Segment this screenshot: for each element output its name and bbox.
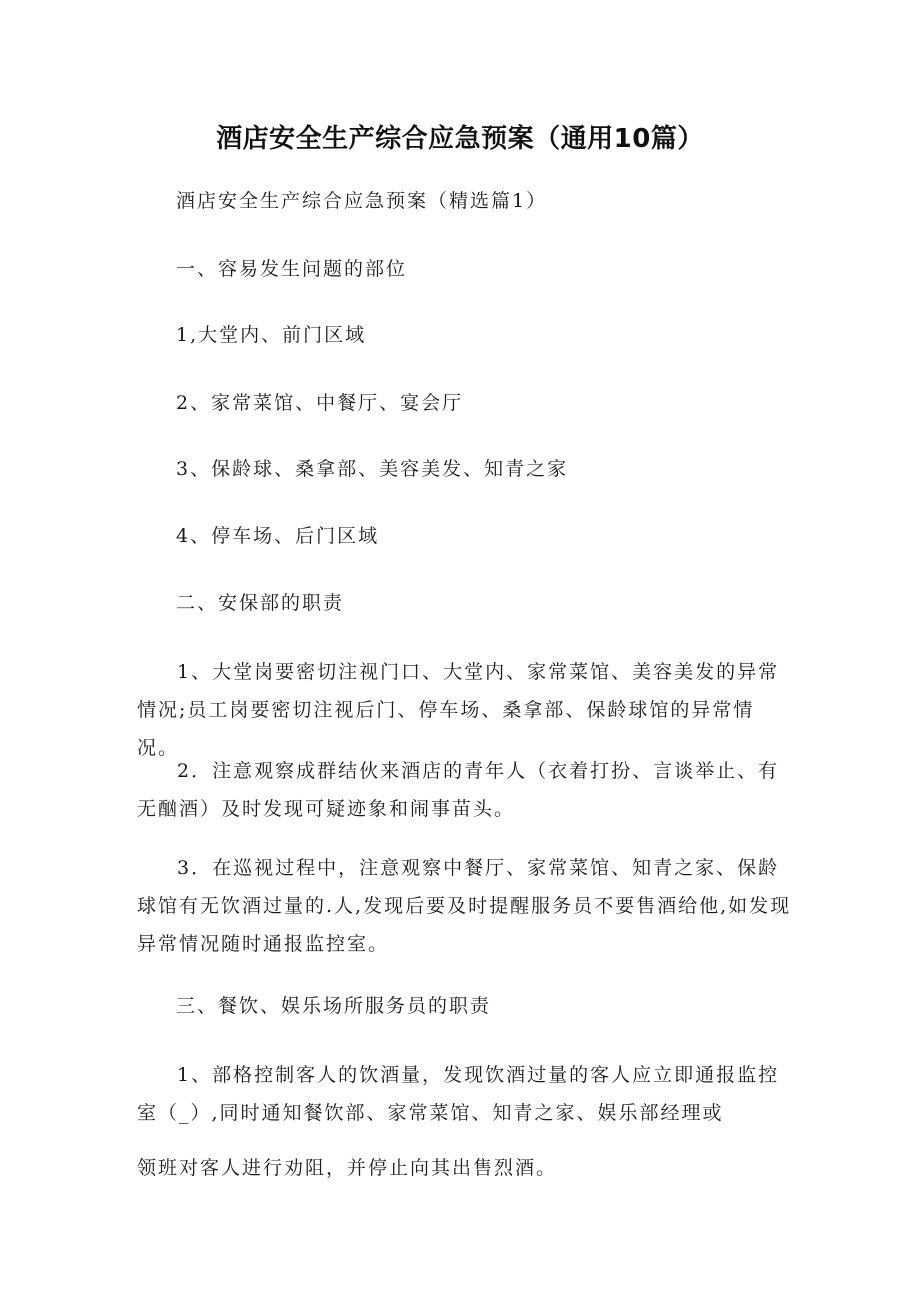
list-item: 2、家常菜馆、中餐厅、宴会厅 [176, 392, 464, 414]
section-heading-2: 二、安保部的职责 [176, 592, 345, 614]
paragraph: 1、大堂岗要密切注视门口、大堂内、家常菜馆、美容美发的异常情况;员工岗要密切注视后门、停车场、桑拿部、保龄球馆的异常情况。 [137, 661, 780, 759]
list-item: 1,大堂内、前门区域 [176, 324, 367, 346]
document-subtitle: 酒店安全生产综合应急预案（精选篇1） [176, 190, 548, 212]
paragraph: 1、部格控制客人的饮酒量，发现饮酒过量的客人应立即通报监控室（_）,同时通知餐饮部、家常菜馆、知青之家、娱乐部经理或 [137, 1064, 780, 1124]
paragraph: 3．在巡视过程中，注意观察中餐厅、家常菜馆、知青之家、保龄球馆有无饮酒过量的.人,发现后要及时提醒服务员不要售酒给他,如发现异常情况随时通报监控室。 [137, 857, 792, 955]
paragraph-continuation: 领班对客人进行劝阻，并停止向其出售烈酒。 [137, 1157, 558, 1179]
section-heading-3: 三、餐饮、娱乐场所服务员的职责 [176, 995, 492, 1017]
paragraph: 2．注意观察成群结伙来酒店的青年人（衣着打扮、言谈举止、有无酗酒）及时发现可疑迹象和闹事苗头。 [137, 760, 780, 820]
section-heading-1: 一、容易发生问题的部位 [176, 258, 408, 280]
list-item: 3、保龄球、桑拿部、美容美发、知青之家 [176, 458, 569, 480]
document-title: 酒店安全生产综合应急预案（通用10篇） [216, 124, 704, 154]
list-item: 4、停车场、后门区域 [176, 525, 380, 547]
